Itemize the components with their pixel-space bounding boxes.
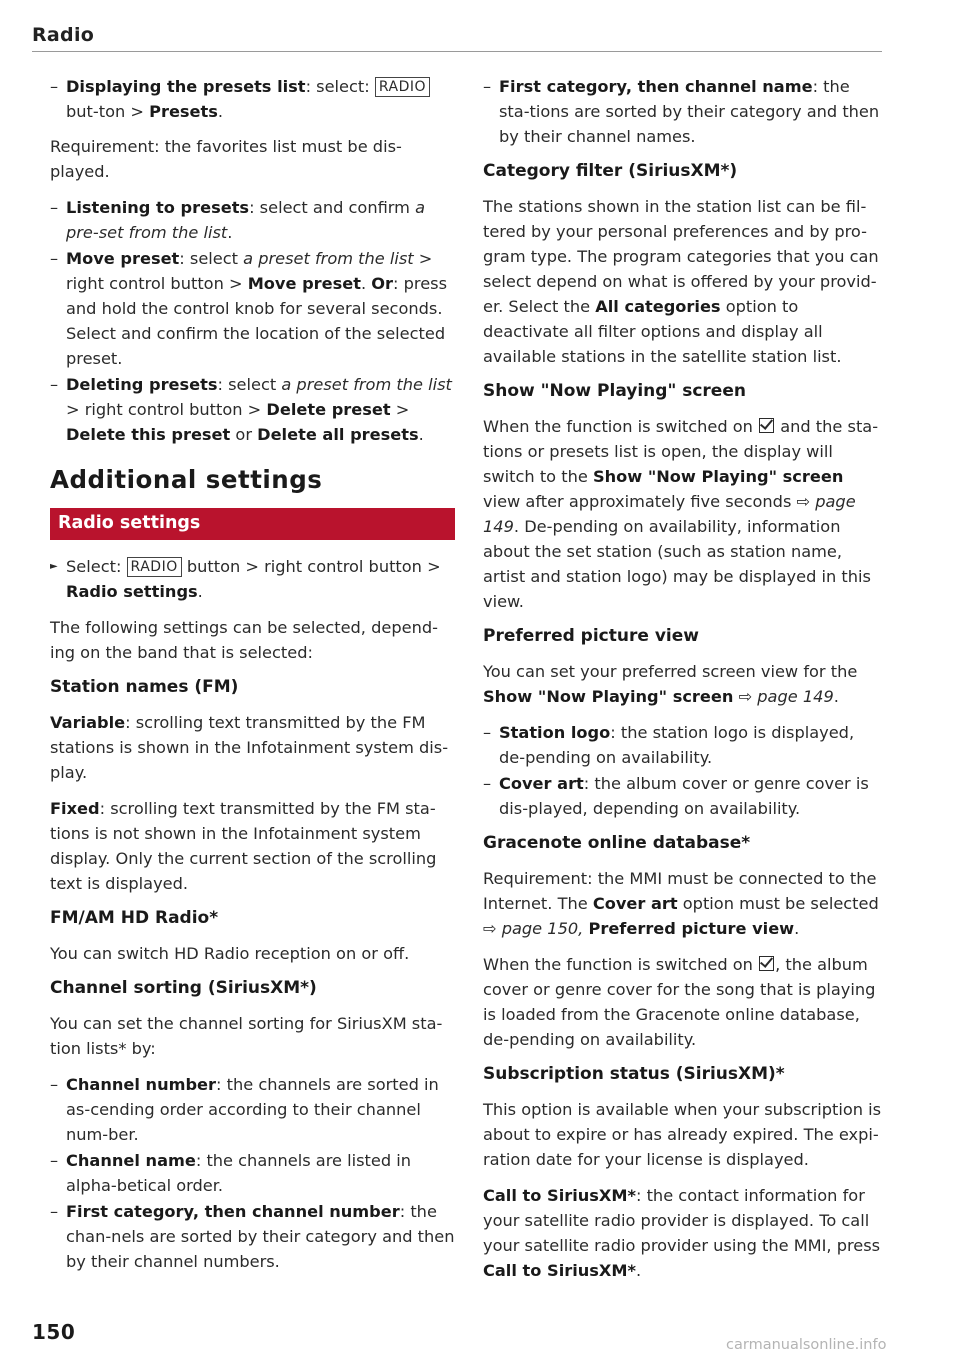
list-item-displaying-presets: – Displaying the presets list: select: RADIO but-ton > Presets. (50, 74, 455, 124)
page-header-title: Radio (32, 24, 95, 46)
page-header (32, 24, 882, 46)
paragraph-subscription: This option is available when your subscription is about to expire or has already expired. The expi-ration date for your license is displayed. (483, 1100, 882, 1169)
header-divider (32, 51, 882, 52)
left-column (50, 74, 455, 1275)
heading-now-playing: Show "Now Playing" screen (483, 381, 746, 401)
watermark: carmanualsonline.info (726, 1337, 887, 1353)
paragraph-hd-radio: You can switch HD Radio reception on or off. (50, 944, 410, 963)
page-reference-link[interactable]: ⇨ page 149 (483, 492, 856, 536)
paragraph-variable: Variable: scrolling text transmitted by the FM stations is shown in the Infotainment system dis-play. (50, 713, 449, 782)
heading-channel-sorting: Channel sorting (SiriusXM*) (50, 978, 317, 998)
paragraph-intro: The following settings can be selected, depend-ing on the band that is selected: (50, 618, 438, 662)
heading-picture-view: Preferred picture view (483, 626, 699, 646)
heading-hd-radio: FM/AM HD Radio* (50, 908, 219, 928)
list-item-deleting-presets: – Deleting presets: select a preset from the list > right control button > Delete preset > Delete this preset or Delete all presets. (50, 372, 455, 447)
paragraph-requirement: Requirement: the favorites list must be dis-played. (50, 137, 402, 181)
paragraph-fixed: Fixed: scrolling text transmitted by the FM sta-tions is not shown in the Infotainment system display. Only the current section of the scrolling text is displayed. (50, 799, 437, 893)
list-item-channel-number: – Channel number: the channels are sorted in as-cending order according to their channel num-ber. (50, 1072, 455, 1147)
checkbox-checked-icon (759, 956, 774, 971)
list-item-cover-art: – Cover art: the album cover or genre cover is dis-played, depending on availability. (483, 771, 883, 821)
term: Displaying the presets list (66, 77, 306, 96)
list-item-channel-name: – Channel name: the channels are listed in alpha-betical order. (50, 1148, 455, 1198)
list-item-category-channel-name: – First category, then channel name: the sta-tions are sorted by their category and then by their channel names. (483, 74, 883, 149)
page-number: 150 (32, 1320, 76, 1344)
paragraph-category-filter: The stations shown in the station list can be fil-tered by your personal preferences and by pro-gram type. The program categories that you can select depend on what is offered by your provid-er. Select the All categories option to deactivate all filter options and display all available stations in the satellite station list. (483, 197, 879, 366)
page-reference-link[interactable]: ⇨ page 150, (483, 919, 584, 938)
heading-category-filter: Category filter (SiriusXM*) (483, 161, 738, 181)
checkbox-checked-icon (759, 418, 774, 433)
radio-settings-bar: Radio settings (50, 508, 455, 540)
list-item-category-channel-number: – First category, then channel number: the chan-nels are sorted by their category and then by their channel numbers. (50, 1199, 455, 1274)
paragraph-gracenote-requirement: Requirement: the MMI must be connected to the Internet. The Cover art option must be selected ⇨ page 150, Preferred picture view. (483, 869, 879, 938)
paragraph-gracenote-function: When the function is switched on , the album cover or genre cover for the song that is playing is loaded from the Gracenote online database, de-pending on availability. (483, 955, 876, 1049)
heading-station-names: Station names (FM) (50, 677, 239, 697)
list-item-move-preset: – Move preset: select a preset from the list > right control button > Move preset. Or: press and hold the control knob for several seconds. Select and confirm the location of the selected preset. (50, 246, 455, 371)
paragraph-now-playing: When the function is switched on and the sta-tions or presets list is open, the display will switch to the Show "Now Playing" screen view after approximately five seconds ⇨ page 149. De-pending on availability, information about the set station (such as station name, artist and station logo) may be displayed in this view. (483, 417, 879, 611)
page-reference-link[interactable]: ⇨ page 149 (738, 687, 834, 706)
radio-key: RADIO (127, 557, 182, 577)
section-title: Additional settings (50, 465, 323, 494)
heading-subscription: Subscription status (SiriusXM)* (483, 1064, 785, 1084)
list-item-listening-presets: – Listening to presets: select and confirm a pre-set from the list. (50, 195, 455, 245)
right-column (483, 74, 883, 1294)
select-step: ► Select: RADIO button > right control button > Radio settings. (50, 554, 455, 604)
radio-key: RADIO (375, 77, 430, 97)
paragraph-picture-view: You can set your preferred screen view for the Show "Now Playing" screen ⇨ page 149. (483, 662, 858, 706)
paragraph-channel-sorting: You can set the channel sorting for SiriusXM sta-tion lists* by: (50, 1014, 443, 1058)
heading-gracenote: Gracenote online database* (483, 833, 751, 853)
list-item-station-logo: – Station logo: the station logo is displayed, de-pending on availability. (483, 720, 883, 770)
paragraph-call-sirius: Call to SiriusXM*: the contact information for your satellite radio provider is displayed. To call your satellite radio provider using the MMI, press Call to SiriusXM*. (483, 1186, 881, 1280)
